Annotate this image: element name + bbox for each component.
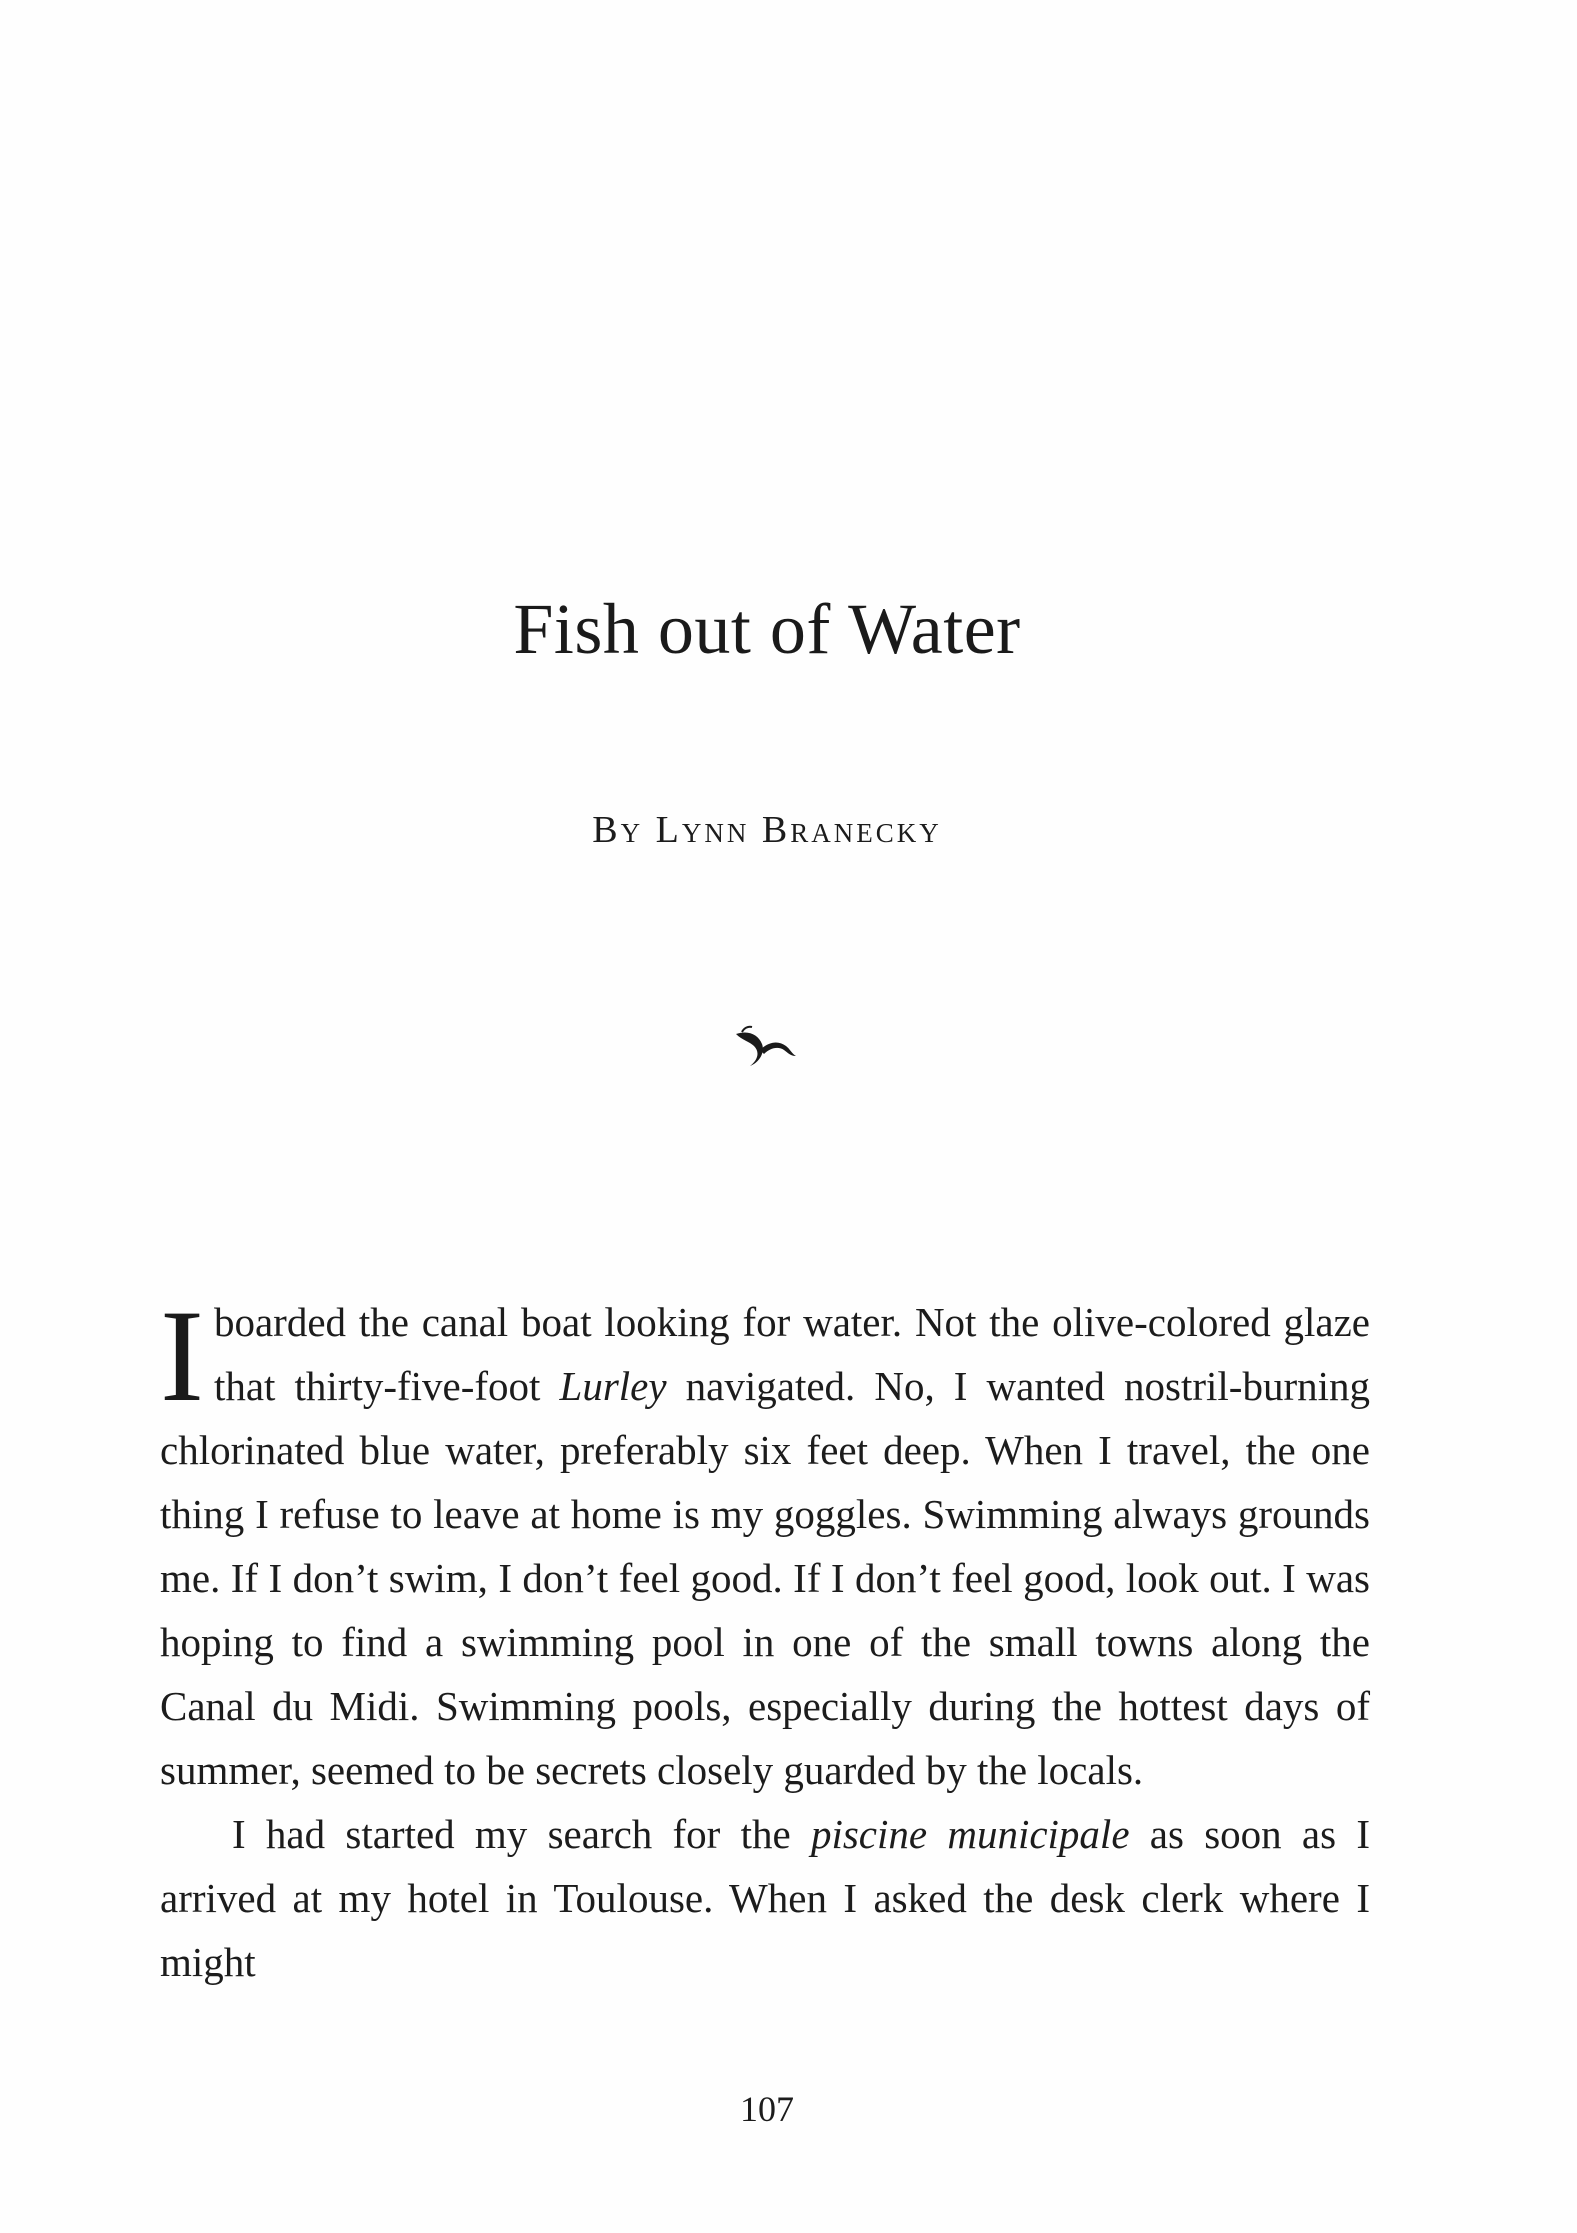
drop-cap: I [160,1282,204,1429]
body-text [160,1282,1370,1994]
swallow-fleuron-icon [732,1020,802,1070]
paragraph-2-text-b: as soon as I arrived at my hotel in Toulouse. When I asked the desk clerk where I might [160,1811,1370,1985]
author-byline: By Lynn Branecky [592,809,942,851]
french-term: piscine municipale [810,1811,1130,1857]
boat-name: Lurley [559,1363,667,1409]
paragraph-1 [160,1282,1370,1802]
paragraph-2-text-a: I had started my search for the [232,1811,811,1857]
page-number: 107 [740,2089,794,2129]
chapter-title: Fish out of Water [513,589,1021,669]
paragraph-1-text-a: boarded the canal boat looking for water. Not the olive-colored glaze that thirty-five-foot [213,1299,1370,1409]
paragraph-1-text-b: navigated. No, I wanted nostril-burning chlorinated blue water, preferably six feet deep. When I travel, the one thing I refuse to leave at home is my goggles. Swimming always grounds me. If I don’t swim, I don’t feel good. If I don’t feel good, look out. I was hoping to find a swimming pool in one of the small towns along the Canal du Midi. Swimming pools, especially during the hottest days of summer, seemed to be secrets closely guarded by the locals. [160,1363,1370,1793]
paragraph-2 [160,1802,1370,1994]
